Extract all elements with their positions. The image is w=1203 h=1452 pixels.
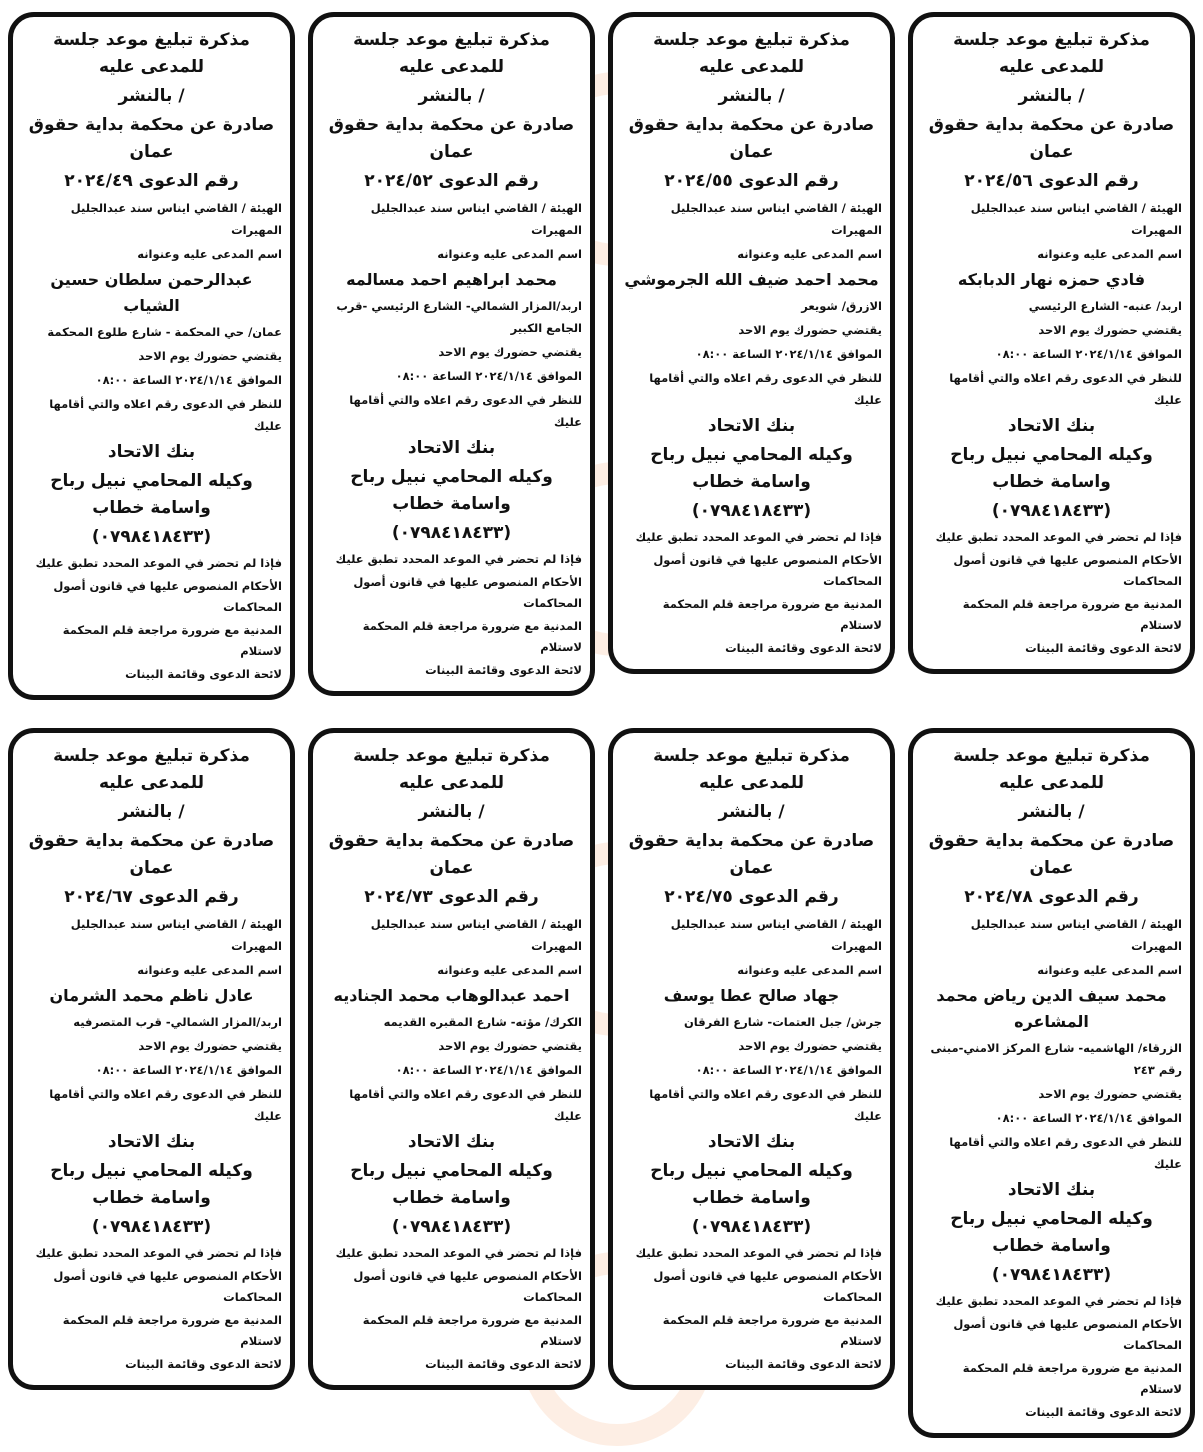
attendance-day: يقتضي حضورك يوم الاحد — [738, 323, 882, 337]
notice-title: مذكرة تبليغ موعد جلسة للمدعى عليه — [653, 746, 850, 793]
warning-line: لائحة الدعوى وقائمة البينات — [1025, 641, 1182, 655]
court-name: صادرة عن محكمة بداية حقوق عمان — [328, 831, 575, 878]
lawyer-name: وكيله المحامي نبيل رباح واسامة خطاب — [950, 445, 1153, 492]
court-name: صادرة عن محكمة بداية حقوق عمان — [628, 831, 875, 878]
attendance-day: يقتضي حضورك يوم الاحد — [1038, 1087, 1182, 1101]
hearing-purpose: للنظر في الدعوى رقم اعلاه والتي أقامها عليك — [349, 393, 582, 429]
publication-label: / بالنشر — [418, 802, 485, 822]
hearing-purpose: للنظر في الدعوى رقم اعلاه والتي أقامها عليك — [949, 371, 1182, 407]
defendant-name: محمد سيف الدين رياض محمد المشاعره — [936, 986, 1167, 1031]
judge-panel: الهيئة / القاضي ايناس سند عبدالجليل المهيرات — [370, 917, 582, 953]
warning-line: الأحكام المنصوص عليها في قانون أصول المحاكمات — [353, 1269, 582, 1304]
lawyer-phone: (٠٧٩٨٤١٨٤٣٣) — [691, 501, 812, 521]
judge-panel: الهيئة / القاضي ايناس سند عبدالجليل المهيرات — [970, 201, 1182, 237]
notice-title: مذكرة تبليغ موعد جلسة للمدعى عليه — [953, 746, 1150, 793]
case-number: رقم الدعوى ٢٠٢٤/٥٦ — [964, 171, 1139, 191]
warning-line: الأحكام المنصوص عليها في قانون أصول المحاكمات — [53, 579, 282, 614]
warning-line: فإذا لم تحضر في الموعد المحدد تطبق عليك — [635, 1246, 882, 1260]
notice-card — [608, 12, 895, 674]
court-name: صادرة عن محكمة بداية حقوق عمان — [28, 115, 275, 162]
hearing-date: الموافق ٢٠٢٤/١/١٤ الساعة ٠٨:٠٠ — [695, 347, 882, 361]
warning-line: المدنية مع ضرورة مراجعة قلم المحكمة لاستلام — [362, 1313, 582, 1348]
hearing-date: الموافق ٢٠٢٤/١/١٤ الساعة ٠٨:٠٠ — [95, 1063, 282, 1077]
plaintiff-name: بنك الاتحاد — [707, 416, 796, 436]
plaintiff-name: بنك الاتحاد — [107, 442, 196, 462]
notice-title: مذكرة تبليغ موعد جلسة للمدعى عليه — [353, 746, 550, 793]
warning-line: المدنية مع ضرورة مراجعة قلم المحكمة لاستلام — [662, 1313, 882, 1348]
lawyer-phone: (٠٧٩٨٤١٨٤٣٣) — [391, 1217, 512, 1237]
judge-panel: الهيئة / القاضي ايناس سند عبدالجليل المهيرات — [70, 201, 282, 237]
plaintiff-name: بنك الاتحاد — [1007, 1180, 1096, 1200]
defendant-address: اربد/المزار الشمالي- قرب المتصرفيه — [73, 1015, 282, 1029]
defendant-label: اسم المدعى عليه وعنوانه — [1037, 963, 1182, 977]
lawyer-name: وكيله المحامي نبيل رباح واسامة خطاب — [50, 471, 253, 518]
hearing-date: الموافق ٢٠٢٤/١/١٤ الساعة ٠٨:٠٠ — [995, 1111, 1182, 1125]
plaintiff-name: بنك الاتحاد — [107, 1132, 196, 1152]
warning-line: الأحكام المنصوص عليها في قانون أصول المحاكمات — [953, 553, 1182, 588]
notice-card — [308, 12, 595, 696]
hearing-date: الموافق ٢٠٢٤/١/١٤ الساعة ٠٨:٠٠ — [395, 1063, 582, 1077]
case-number: رقم الدعوى ٢٠٢٤/٦٧ — [64, 887, 239, 907]
hearing-purpose: للنظر في الدعوى رقم اعلاه والتي أقامها عليك — [349, 1087, 582, 1123]
hearing-date: الموافق ٢٠٢٤/١/١٤ الساعة ٠٨:٠٠ — [695, 1063, 882, 1077]
notice-card — [908, 12, 1195, 674]
court-name: صادرة عن محكمة بداية حقوق عمان — [328, 115, 575, 162]
defendant-name: جهاد صالح عطا يوسف — [663, 986, 840, 1005]
publication-label: / بالنشر — [1018, 802, 1085, 822]
defendant-address: جرش/ جبل العتمات- شارع الفرقان — [683, 1015, 882, 1029]
warning-line: الأحكام المنصوص عليها في قانون أصول المحاكمات — [653, 1269, 882, 1304]
warning-line: لائحة الدعوى وقائمة البينات — [425, 1357, 582, 1371]
hearing-purpose: للنظر في الدعوى رقم اعلاه والتي أقامها عليك — [949, 1135, 1182, 1171]
publication-label: / بالنشر — [718, 86, 785, 106]
plaintiff-name: بنك الاتحاد — [407, 1132, 496, 1152]
warning-line: لائحة الدعوى وقائمة البينات — [425, 663, 582, 677]
judge-panel: الهيئة / القاضي ايناس سند عبدالجليل المهيرات — [670, 917, 882, 953]
lawyer-phone: (٠٧٩٨٤١٨٤٣٣) — [91, 1217, 212, 1237]
warning-line: المدنية مع ضرورة مراجعة قلم المحكمة لاستلام — [62, 623, 282, 658]
defendant-address: الكرك/ مؤته- شارع المقبره القديمه — [383, 1015, 582, 1029]
defendant-address: الزرقاء/ الهاشميه- شارع المركز الامني-مبنى رقم ٢٤٣ — [930, 1041, 1182, 1077]
hearing-purpose: للنظر في الدعوى رقم اعلاه والتي أقامها عليك — [649, 1087, 882, 1123]
defendant-address: اربد/ عنبه- الشارع الرئيسي — [1028, 299, 1182, 313]
defendant-address: عمان/ حي المحكمة - شارع طلوع المحكمة — [47, 325, 282, 339]
warning-line: لائحة الدعوى وقائمة البينات — [125, 667, 282, 681]
warning-line: فإذا لم تحضر في الموعد المحدد تطبق عليك — [935, 1294, 1182, 1308]
defendant-name: محمد ابراهيم احمد مسالمه — [346, 270, 557, 289]
defendant-label: اسم المدعى عليه وعنوانه — [437, 247, 582, 261]
warning-line: المدنية مع ضرورة مراجعة قلم المحكمة لاستلام — [962, 597, 1182, 632]
case-number: رقم الدعوى ٢٠٢٤/٧٣ — [364, 887, 539, 907]
case-number: رقم الدعوى ٢٠٢٤/٥٥ — [664, 171, 839, 191]
case-number: رقم الدعوى ٢٠٢٤/٤٩ — [64, 171, 239, 191]
warning-line: الأحكام المنصوص عليها في قانون أصول المحاكمات — [653, 553, 882, 588]
notice-card — [8, 728, 295, 1390]
lawyer-name: وكيله المحامي نبيل رباح واسامة خطاب — [350, 467, 553, 514]
publication-label: / بالنشر — [118, 86, 185, 106]
lawyer-phone: (٠٧٩٨٤١٨٤٣٣) — [691, 1217, 812, 1237]
attendance-day: يقتضي حضورك يوم الاحد — [1038, 323, 1182, 337]
defendant-label: اسم المدعى عليه وعنوانه — [437, 963, 582, 977]
notice-title: مذكرة تبليغ موعد جلسة للمدعى عليه — [353, 30, 550, 77]
hearing-date: الموافق ٢٠٢٤/١/١٤ الساعة ٠٨:٠٠ — [395, 369, 582, 383]
judge-panel: الهيئة / القاضي ايناس سند عبدالجليل المهيرات — [70, 917, 282, 953]
warning-line: المدنية مع ضرورة مراجعة قلم المحكمة لاستلام — [962, 1361, 1182, 1396]
defendant-name: فادي حمزه نهار الدبابكه — [957, 270, 1146, 289]
notice-title: مذكرة تبليغ موعد جلسة للمدعى عليه — [653, 30, 850, 77]
lawyer-name: وكيله المحامي نبيل رباح واسامة خطاب — [650, 1161, 853, 1208]
attendance-day: يقتضي حضورك يوم الاحد — [438, 345, 582, 359]
plaintiff-name: بنك الاتحاد — [1007, 416, 1096, 436]
attendance-day: يقتضي حضورك يوم الاحد — [138, 349, 282, 363]
hearing-date: الموافق ٢٠٢٤/١/١٤ الساعة ٠٨:٠٠ — [95, 373, 282, 387]
warning-line: لائحة الدعوى وقائمة البينات — [125, 1357, 282, 1371]
warning-line: المدنية مع ضرورة مراجعة قلم المحكمة لاستلام — [362, 619, 582, 654]
publication-label: / بالنشر — [418, 86, 485, 106]
warning-line: الأحكام المنصوص عليها في قانون أصول المحاكمات — [353, 575, 582, 610]
notice-card — [308, 728, 595, 1390]
warning-line: فإذا لم تحضر في الموعد المحدد تطبق عليك — [35, 1246, 282, 1260]
case-number: رقم الدعوى ٢٠٢٤/٧٨ — [964, 887, 1139, 907]
court-name: صادرة عن محكمة بداية حقوق عمان — [928, 115, 1175, 162]
warning-line: فإذا لم تحضر في الموعد المحدد تطبق عليك — [335, 552, 582, 566]
plaintiff-name: بنك الاتحاد — [407, 438, 496, 458]
case-number: رقم الدعوى ٢٠٢٤/٧٥ — [664, 887, 839, 907]
lawyer-phone: (٠٧٩٨٤١٨٤٣٣) — [991, 1265, 1112, 1285]
lawyer-name: وكيله المحامي نبيل رباح واسامة خطاب — [350, 1161, 553, 1208]
warning-line: الأحكام المنصوص عليها في قانون أصول المحاكمات — [53, 1269, 282, 1304]
warning-line: فإذا لم تحضر في الموعد المحدد تطبق عليك — [335, 1246, 582, 1260]
notice-card — [8, 12, 295, 700]
warning-line: لائحة الدعوى وقائمة البينات — [725, 641, 882, 655]
defendant-name: احمد عبدالوهاب محمد الجناديه — [333, 986, 570, 1005]
court-name: صادرة عن محكمة بداية حقوق عمان — [928, 831, 1175, 878]
notice-card — [908, 728, 1195, 1438]
lawyer-name: وكيله المحامي نبيل رباح واسامة خطاب — [950, 1209, 1153, 1256]
warning-line: لائحة الدعوى وقائمة البينات — [1025, 1405, 1182, 1419]
warning-line: المدنية مع ضرورة مراجعة قلم المحكمة لاستلام — [62, 1313, 282, 1348]
warning-line: فإذا لم تحضر في الموعد المحدد تطبق عليك — [935, 530, 1182, 544]
warning-line: فإذا لم تحضر في الموعد المحدد تطبق عليك — [635, 530, 882, 544]
defendant-name: محمد احمد ضيف الله الجرموشي — [624, 270, 879, 289]
defendant-label: اسم المدعى عليه وعنوانه — [1037, 247, 1182, 261]
defendant-label: اسم المدعى عليه وعنوانه — [137, 963, 282, 977]
plaintiff-name: بنك الاتحاد — [707, 1132, 796, 1152]
defendant-label: اسم المدعى عليه وعنوانه — [737, 963, 882, 977]
judge-panel: الهيئة / القاضي ايناس سند عبدالجليل المهيرات — [370, 201, 582, 237]
warning-line: الأحكام المنصوص عليها في قانون أصول المحاكمات — [953, 1317, 1182, 1352]
warning-line: لائحة الدعوى وقائمة البينات — [725, 1357, 882, 1371]
publication-label: / بالنشر — [118, 802, 185, 822]
warning-line: المدنية مع ضرورة مراجعة قلم المحكمة لاستلام — [662, 597, 882, 632]
publication-label: / بالنشر — [1018, 86, 1085, 106]
lawyer-phone: (٠٧٩٨٤١٨٤٣٣) — [391, 523, 512, 543]
publication-label: / بالنشر — [718, 802, 785, 822]
defendant-label: اسم المدعى عليه وعنوانه — [737, 247, 882, 261]
court-name: صادرة عن محكمة بداية حقوق عمان — [628, 115, 875, 162]
judge-panel: الهيئة / القاضي ايناس سند عبدالجليل المهيرات — [670, 201, 882, 237]
court-name: صادرة عن محكمة بداية حقوق عمان — [28, 831, 275, 878]
defendant-address: الازرق/ شويعر — [801, 299, 882, 313]
defendant-label: اسم المدعى عليه وعنوانه — [137, 247, 282, 261]
lawyer-phone: (٠٧٩٨٤١٨٤٣٣) — [91, 527, 212, 547]
hearing-purpose: للنظر في الدعوى رقم اعلاه والتي أقامها عليك — [49, 1087, 282, 1123]
attendance-day: يقتضي حضورك يوم الاحد — [138, 1039, 282, 1053]
notice-card — [608, 728, 895, 1390]
notices-grid — [8, 12, 1195, 1438]
notice-title: مذكرة تبليغ موعد جلسة للمدعى عليه — [53, 30, 250, 77]
warning-line: فإذا لم تحضر في الموعد المحدد تطبق عليك — [35, 556, 282, 570]
defendant-name: عبدالرحمن سلطان حسين الشياب — [50, 270, 253, 315]
judge-panel: الهيئة / القاضي ايناس سند عبدالجليل المهيرات — [970, 917, 1182, 953]
notice-title: مذكرة تبليغ موعد جلسة للمدعى عليه — [53, 746, 250, 793]
defendant-address: اربد/المزار الشمالي- الشارع الرئيسي -قرب الجامع الكبير — [336, 299, 582, 335]
lawyer-name: وكيله المحامي نبيل رباح واسامة خطاب — [650, 445, 853, 492]
notice-title: مذكرة تبليغ موعد جلسة للمدعى عليه — [953, 30, 1150, 77]
hearing-date: الموافق ٢٠٢٤/١/١٤ الساعة ٠٨:٠٠ — [995, 347, 1182, 361]
defendant-name: عادل ناظم محمد الشرمان — [49, 986, 254, 1005]
hearing-purpose: للنظر في الدعوى رقم اعلاه والتي أقامها عليك — [49, 397, 282, 433]
hearing-purpose: للنظر في الدعوى رقم اعلاه والتي أقامها عليك — [649, 371, 882, 407]
case-number: رقم الدعوى ٢٠٢٤/٥٢ — [364, 171, 539, 191]
attendance-day: يقتضي حضورك يوم الاحد — [438, 1039, 582, 1053]
attendance-day: يقتضي حضورك يوم الاحد — [738, 1039, 882, 1053]
lawyer-phone: (٠٧٩٨٤١٨٤٣٣) — [991, 501, 1112, 521]
lawyer-name: وكيله المحامي نبيل رباح واسامة خطاب — [50, 1161, 253, 1208]
